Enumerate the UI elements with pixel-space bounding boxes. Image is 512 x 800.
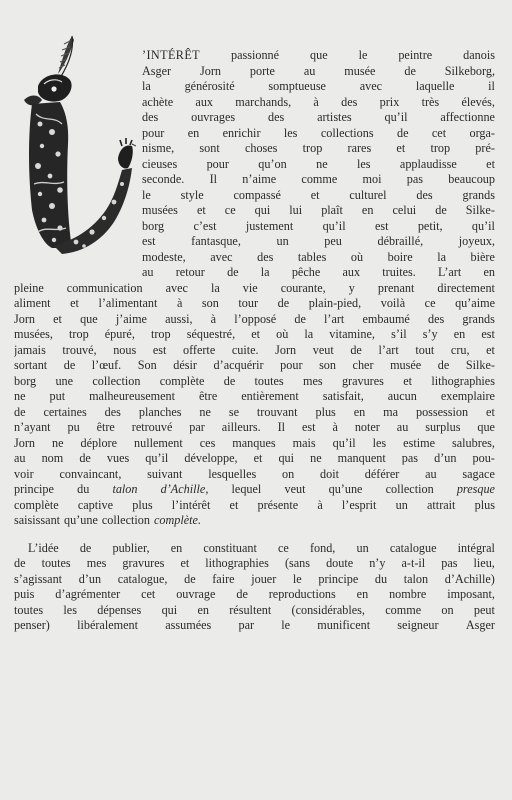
text-line: pour en enrichir les collections de cet orga-	[142, 125, 495, 140]
text-line: musées, trop épuré, trop séquestré, et où la vitamine, s’il s’y en est	[14, 327, 495, 341]
text-line: Asger Jorn porte au musée de Silkeborg,	[142, 63, 495, 78]
text-line: ’INTÉRÊT passionné que le peintre danois	[142, 48, 495, 62]
text-line: musées et ce qui lui plaît en celui de Silke-	[142, 203, 495, 217]
text-line: modeste, avec des tables où boire la bière	[142, 249, 495, 264]
text-line: achète aux marchands, à des prix très élevés,	[142, 94, 495, 109]
text-line: seconde. Il n’aime comme moi pas beaucoup	[142, 172, 495, 186]
text-line: au retour de la pêche aux truites. L’art en	[142, 265, 495, 279]
text-line: au nom de vues qu’il développe, et qui ne manquent pas d’un pou-	[14, 451, 495, 465]
text-line: aliment et l’alimentant à son tour de plain-pied, voilà ce qu’aime	[14, 296, 495, 310]
text-line: toutes les dépenses qui en résultent (considérables, comme on peut	[14, 602, 495, 617]
text-line: Jorn et que j’aime aussi, à l’opposé de l’art embaumé des grands	[14, 311, 495, 326]
text-line: puis d’agrémenter cet ouvrage de reproductions en nombre imposant,	[14, 587, 495, 601]
text-line: L’idée de publier, en constituant ce fond, un catalogue intégral	[28, 540, 495, 555]
text-line: la générosité somptueuse avec laquelle il	[142, 79, 495, 93]
text-line: cieuses pour qu’on ne les applaudisse et	[142, 156, 495, 171]
text-line: des ouvrages des artistes qu’il affectionne	[142, 110, 495, 124]
text-line: nisme, sont choses trop rares et trop pré-	[142, 141, 495, 155]
text-line: principe du talon d’Achille, lequel veut qu’une collection presque	[14, 482, 495, 496]
text-line: complète captive plus l’intérêt et présente à l’esprit un attrait plus	[14, 497, 495, 512]
text-line: saisissant qu’une collection complète.	[14, 513, 201, 527]
text-line: pleine communication avec la vie courante, y prenant directement	[14, 280, 495, 295]
paragraph-gap	[14, 529, 495, 541]
text-line: le style compassé et culturel des grands	[142, 187, 495, 202]
text-line: de toutes mes gravures et lithographies (sans doute n’y a-t-il pas lieu,	[14, 556, 495, 570]
text-line: sortant de l’œuf. Son désir d’acquérir pour son cher musée de Silke-	[14, 358, 495, 372]
text-line: n’ayant pu être retrouvé par ailleurs. Il est à noter au surplus que	[14, 420, 495, 434]
text-line: jamais trouvé, nous est offerte cuite. Jorn veut de l’art tout cru, et	[14, 342, 495, 357]
text-line: borg une collection complète de toutes mes gravures et lithographies	[14, 373, 495, 388]
text-line: ne put malheureusement être entièrement satisfait, aucun exemplaire	[14, 389, 495, 403]
text-line: borg c’est justement qu’il est petit, qu’il	[142, 218, 495, 233]
text-line: penser) libéralement assumées par le munificent seigneur Asger	[14, 618, 495, 632]
text-line: voir convaincant, suivant lesquelles on doit déférer au sagace	[14, 466, 495, 481]
text-line: s’agissant d’un catalogue, de faire jouer le principe du talon d’Achille)	[14, 571, 495, 586]
text-line: Jorn ne déplore nullement ces manques mais qu’il les estime salubres,	[14, 435, 495, 450]
body-text	[14, 48, 495, 634]
text-line: est fantasque, un peu débraillé, joyeux,	[142, 234, 495, 248]
text-line: de certaines des planches ne se trouvant plus en ma possession et	[14, 404, 495, 419]
